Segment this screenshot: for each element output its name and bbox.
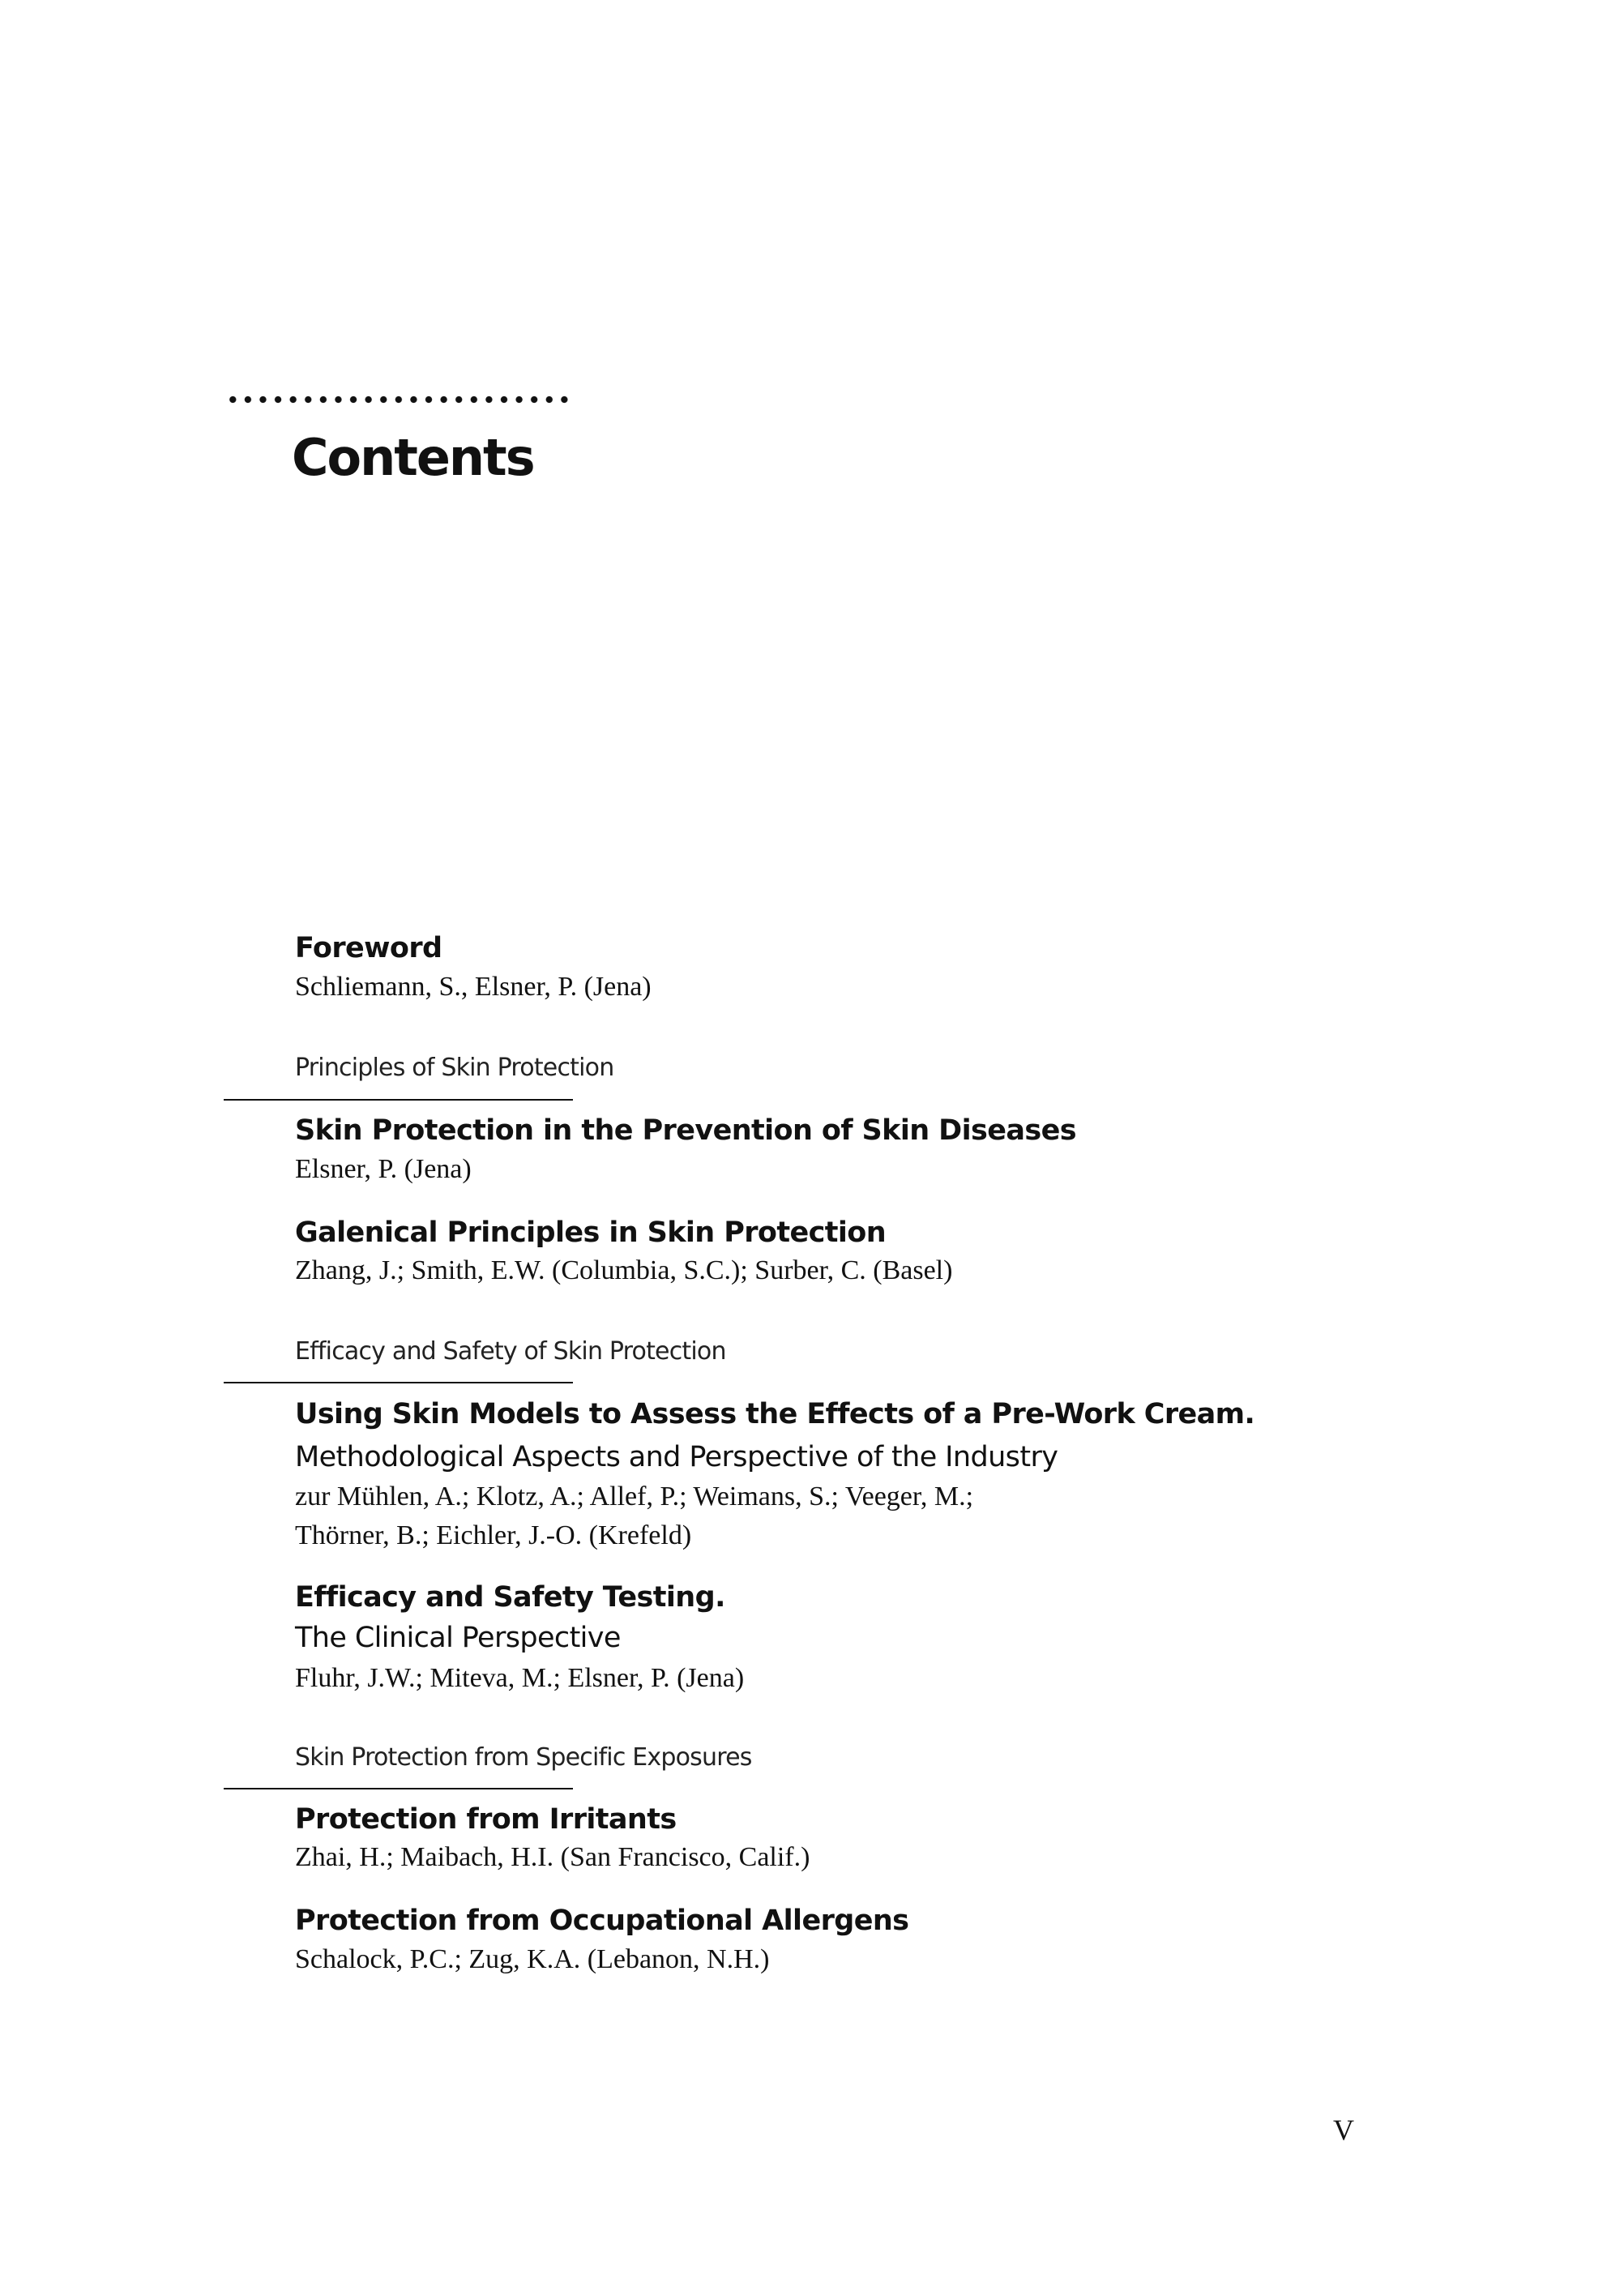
page-title: Contents — [292, 428, 534, 487]
section-divider — [224, 1788, 573, 1789]
dotted-rule — [225, 394, 574, 405]
toc-authors: Schliemann, S., Elsner, P. (Jena) — [295, 972, 652, 1002]
toc-subtitle: The Clinical Perspective — [295, 1622, 621, 1654]
toc-title: Galenical Principles in Skin Protection — [295, 1216, 887, 1249]
section-divider — [224, 1099, 573, 1101]
toc-authors: Zhai, H.; Maibach, H.I. (San Francisco, Calif.) — [295, 1842, 810, 1872]
page-folio: V — [1333, 2114, 1354, 2146]
toc-authors: Zhang, J.; Smith, E.W. (Columbia, S.C.); Surber, C. (Basel) — [295, 1255, 953, 1285]
toc-authors: Fluhr, J.W.; Miteva, M.; Elsner, P. (Jena) — [295, 1663, 745, 1693]
section-label-efficacy-safety: Efficacy and Safety of Skin Protection — [295, 1337, 726, 1366]
toc-authors: Schalock, P.C.; Zug, K.A. (Lebanon, N.H.) — [295, 1944, 770, 1974]
section-label-specific-exposures: Skin Protection from Specific Exposures — [295, 1743, 752, 1772]
section-label-principles: Principles of Skin Protection — [295, 1054, 614, 1082]
toc-title: Efficacy and Safety Testing. — [295, 1581, 725, 1614]
toc-authors: Thörner, B.; Eichler, J.-O. (Krefeld) — [295, 1520, 692, 1550]
toc-title: Protection from Irritants — [295, 1803, 677, 1836]
toc-authors: zur Mühlen, A.; Klotz, A.; Allef, P.; Weimans, S.; Veeger, M.; — [295, 1481, 974, 1511]
toc-title: Using Skin Models to Assess the Effects of a Pre-Work Cream. — [295, 1398, 1255, 1430]
toc-subtitle: Methodological Aspects and Perspective of the Industry — [295, 1441, 1058, 1473]
toc-title: Foreword — [295, 932, 442, 964]
toc-title: Protection from Occupational Allergens — [295, 1905, 909, 1937]
toc-title: Skin Protection in the Prevention of Skin Diseases — [295, 1114, 1076, 1147]
toc-authors: Elsner, P. (Jena) — [295, 1154, 472, 1184]
section-divider — [224, 1382, 573, 1383]
